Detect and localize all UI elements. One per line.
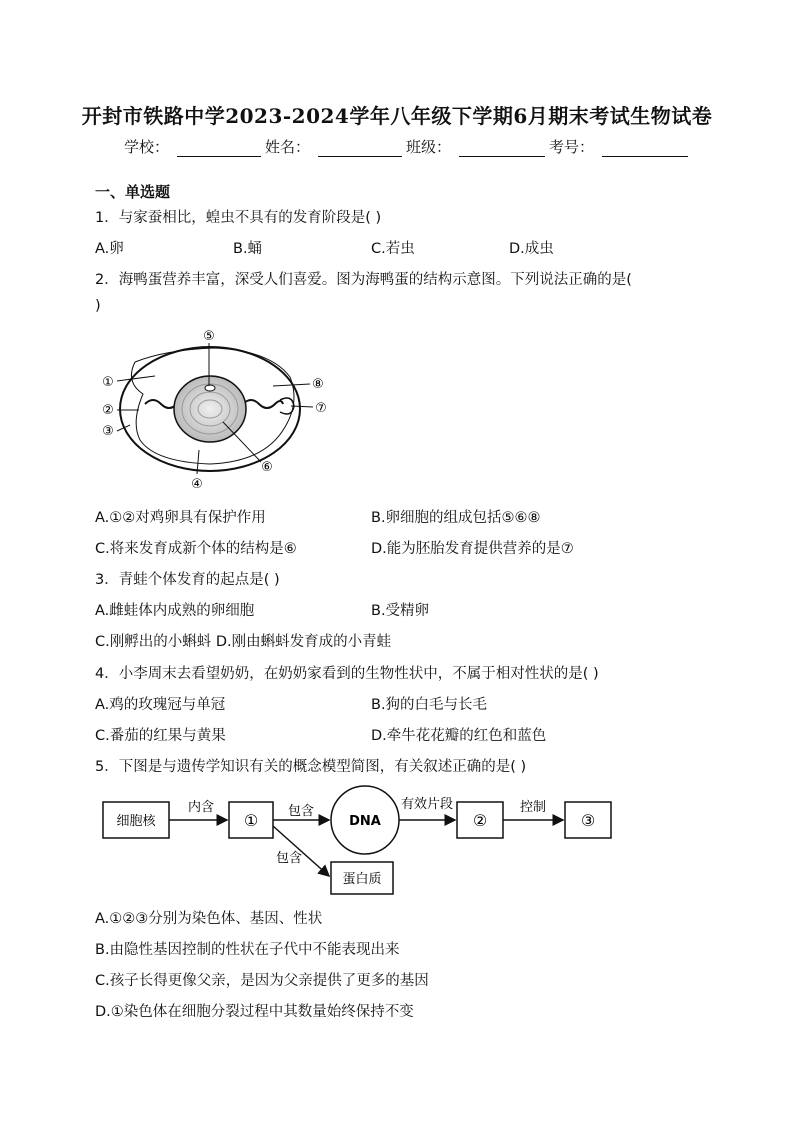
question-1-stem: 1．与家蚕相比，蝗虫不具有的发育阶段是( ) <box>95 210 382 226</box>
question-4-stem: 4．小李周末去看望奶奶，在奶奶家看到的生物性状中，不属于相对性状的是( ) <box>95 666 599 682</box>
question-3-option-b[interactable]: B.受精卵 <box>371 603 430 619</box>
dna-text: DNA <box>349 814 381 829</box>
label-4: ④ <box>191 477 203 492</box>
question-3-option-c-d[interactable]: C.刚孵出的小蝌蚪 D.刚由蝌蚪发育成的小青蛙 <box>95 634 392 650</box>
segment-label: 有效片段 <box>400 797 454 812</box>
question-5-option-a[interactable]: A.①②③分别为染色体、基因、性状 <box>95 911 323 927</box>
label-6: ⑥ <box>261 460 273 475</box>
question-4-option-c[interactable]: C.番茄的红果与黄果 <box>95 728 226 744</box>
label-3: ③ <box>102 424 114 439</box>
question-5-stem: 5．下图是与遗传学知识有关的概念模型简图，有关叙述正确的是( ) <box>95 759 527 775</box>
question-1-option-b[interactable]: B.蛹 <box>233 241 263 257</box>
label-8: ⑧ <box>312 377 324 392</box>
class-label: 班级： <box>406 138 452 156</box>
question-4-option-a[interactable]: A.鸡的玫瑰冠与单冠 <box>95 697 226 713</box>
leader-line-1 <box>117 376 155 381</box>
leader-line-6 <box>223 422 261 462</box>
contains-in-label: 内含 <box>187 800 215 815</box>
contains-b-label: 包含 <box>275 851 303 866</box>
question-5-option-c[interactable]: C.孩子长得更像父亲，是因为父亲提供了更多的基因 <box>95 973 429 989</box>
student-info-row <box>124 136 692 157</box>
question-5-option-d[interactable]: D.①染色体在细胞分裂过程中其数量始终保持不变 <box>95 1004 414 1020</box>
box-3-text: ③ <box>580 811 596 830</box>
question-3-option-a[interactable]: A.雌蛙体内成熟的卵细胞 <box>95 603 255 619</box>
exam-title: 开封市铁路中学2023-2024学年八年级下学期6月期末考试生物试卷 <box>81 104 713 128</box>
protein-text: 蛋白质 <box>342 872 382 887</box>
right-chalaza <box>243 400 283 408</box>
box-1-text: ① <box>243 811 259 830</box>
question-2-option-a[interactable]: A.①②对鸡卵具有保护作用 <box>95 510 266 526</box>
box-2-text: ② <box>472 811 488 830</box>
contains-a-label: 包含 <box>287 804 315 819</box>
exam-number-blank[interactable] <box>602 140 688 157</box>
section-heading: 一、单选题 <box>95 183 171 201</box>
school-blank[interactable] <box>177 140 261 157</box>
name-label: 姓名： <box>265 138 311 156</box>
genetics-concept-diagram <box>95 778 625 900</box>
school-label: 学校： <box>124 138 170 156</box>
question-2-stem: 2．海鸭蛋营养丰富，深受人们喜爱。图为海鸭蛋的结构示意图。下列说法正确的是( <box>95 272 632 288</box>
label-7: ⑦ <box>315 401 327 416</box>
label-5: ⑤ <box>203 329 215 344</box>
question-4-option-d[interactable]: D.牵牛花花瓣的红色和蓝色 <box>371 728 547 744</box>
question-2-option-c[interactable]: C.将来发育成新个体的结构是⑥ <box>95 541 297 557</box>
question-1-option-d[interactable]: D.成虫 <box>509 241 554 257</box>
question-2-stem-end: ) <box>95 298 101 314</box>
question-1-option-a[interactable]: A.卵 <box>95 241 124 257</box>
germinal-disc <box>205 385 215 391</box>
question-4-option-b[interactable]: B.狗的白毛与长毛 <box>371 697 488 713</box>
question-3-stem: 3．青蛙个体发育的起点是( ) <box>95 572 280 588</box>
label-1: ① <box>102 375 114 390</box>
question-5-option-b[interactable]: B.由隐性基因控制的性状在子代中不能表现出来 <box>95 942 400 958</box>
name-blank[interactable] <box>318 140 402 157</box>
question-2-option-b[interactable]: B.卵细胞的组成包括⑤⑥⑧ <box>371 510 541 526</box>
label-2: ② <box>102 403 114 418</box>
nucleus-text: 细胞核 <box>116 814 156 829</box>
exam-number-label: 考号： <box>549 138 595 156</box>
class-blank[interactable] <box>459 140 545 157</box>
question-2-option-d[interactable]: D.能为胚胎发育提供营养的是⑦ <box>371 541 574 557</box>
egg-structure-diagram <box>95 322 345 492</box>
control-label: 控制 <box>519 800 547 815</box>
question-1-option-c[interactable]: C.若虫 <box>371 241 415 257</box>
